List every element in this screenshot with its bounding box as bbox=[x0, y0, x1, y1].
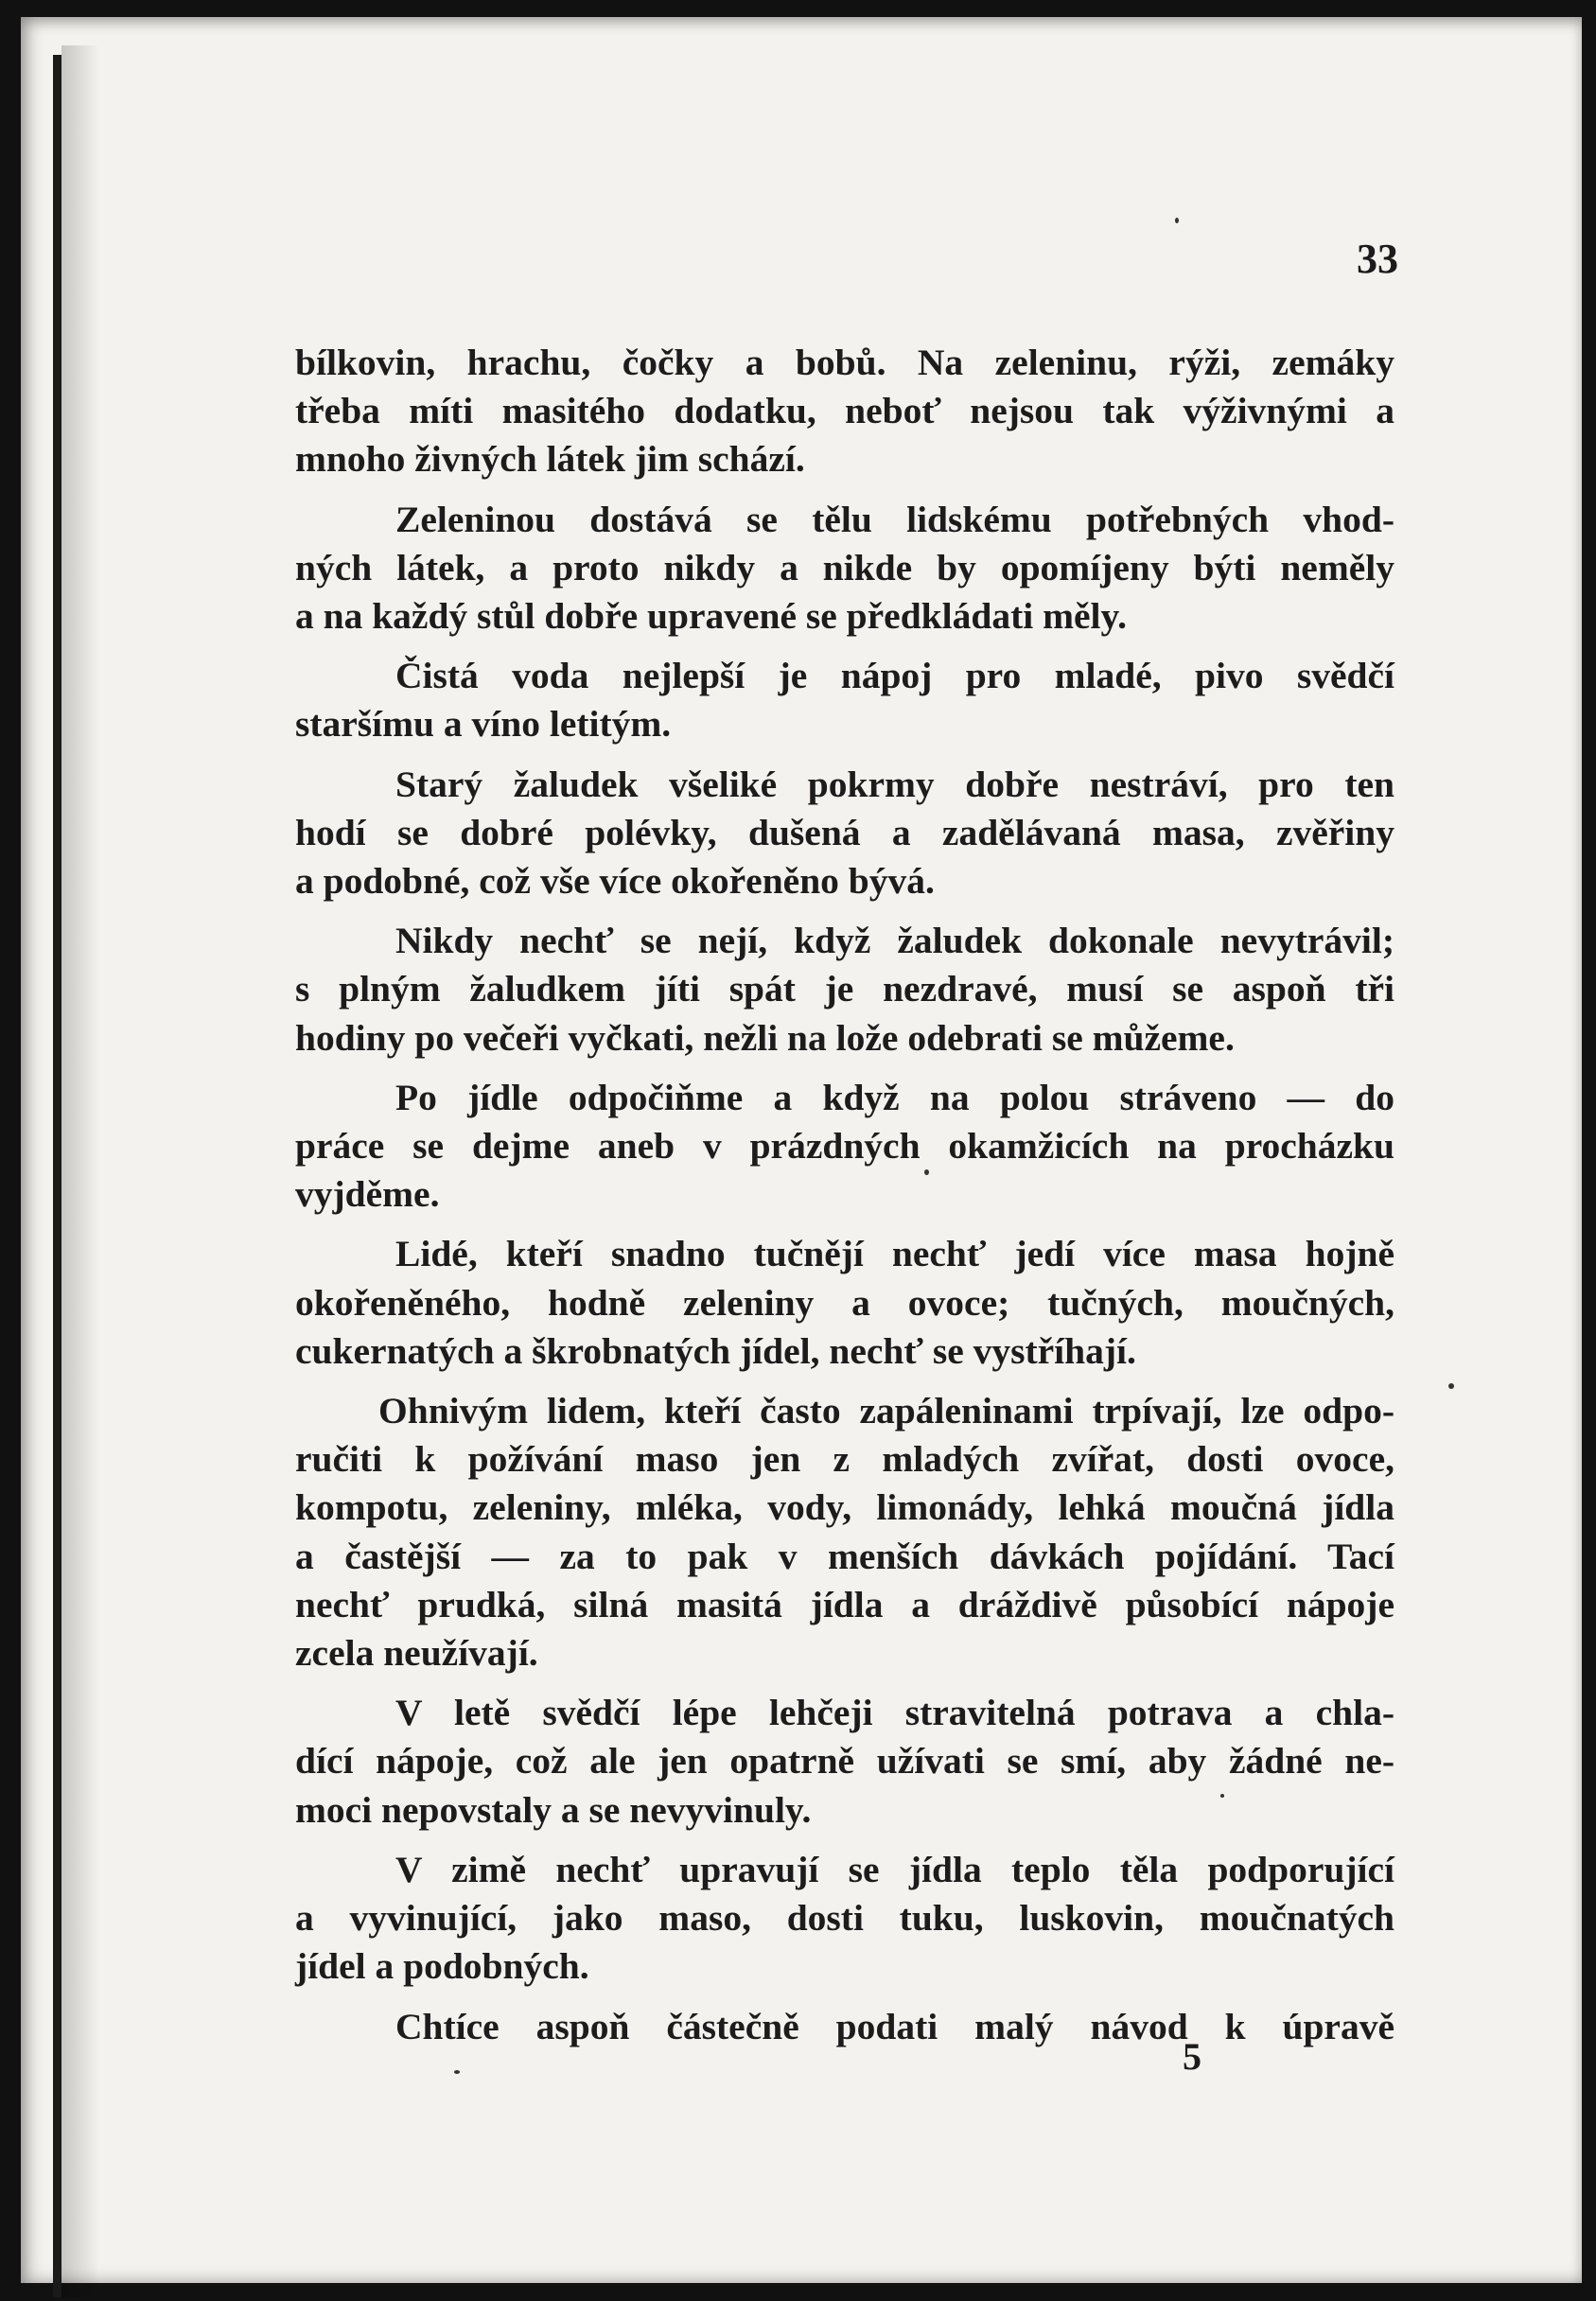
paper-speck bbox=[454, 2070, 460, 2074]
text-line: Chtíce aspoň částečně podati malý návod k úpravě bbox=[395, 2005, 1394, 2047]
text-line: Lidé, kteří snadno tučnějí nechť jedí více masa hojně bbox=[395, 1233, 1394, 1275]
text-line: a na každý stůl dobře upravené se předkládati měly. bbox=[295, 595, 1127, 638]
text-line: hodí se dobré polévky, dušená a zadělávaná masa, zvěřiny bbox=[295, 811, 1394, 853]
text-line: kompotu, zeleniny, mléka, vody, limonády, lehká moučná jídla bbox=[295, 1486, 1394, 1529]
text-line: jídel a podobných. bbox=[295, 1945, 589, 1988]
paragraph bbox=[295, 496, 1394, 641]
text-line: Ohnivým lidem, kteří často zapáleninami trpívají, lze odpo- bbox=[378, 1390, 1394, 1432]
signature-mark: 5 bbox=[1183, 2035, 1201, 2078]
text-line: hodiny po večeři vyčkati, nežli na lože odebrati se můžeme. bbox=[295, 1016, 1235, 1059]
text-line: s plným žaludkem jíti spát je nezdravé, musí se aspoň tři bbox=[295, 968, 1394, 1010]
text-line: a podobné, což vše více okořeněno bývá. bbox=[295, 860, 935, 903]
paragraph bbox=[295, 652, 1394, 748]
paragraph bbox=[295, 1387, 1394, 1677]
text-line: okořeněného, hodně zeleniny a ovoce; tučných, moučných, bbox=[295, 1281, 1394, 1324]
spine-shadow bbox=[61, 45, 99, 2297]
text-line: ných látek, a proto nikdy a nikde by opomíjeny býti neměly bbox=[295, 546, 1394, 588]
paper-speck bbox=[1448, 1383, 1454, 1389]
text-line: cukernatých a škrobnatých jídel, nechť se vystříhají. bbox=[295, 1329, 1136, 1372]
paragraph bbox=[295, 1230, 1394, 1376]
text-line: zcela neužívají. bbox=[295, 1632, 538, 1675]
paper-speck bbox=[1220, 1794, 1224, 1798]
text-line: a vyvinující, jako maso, dosti tuku, luskovin, moučnatých bbox=[295, 1897, 1394, 1940]
paragraph bbox=[295, 1074, 1394, 1220]
text-line: a častější — za to pak v menších dávkách pojídání. Tací bbox=[295, 1535, 1394, 1577]
text-line: Čistá voda nejlepší je nápoj pro mladé, pivo svědčí bbox=[395, 655, 1394, 697]
text-line: V zimě nechť upravují se jídla teplo těla podporující bbox=[395, 1848, 1394, 1890]
paragraph bbox=[295, 1689, 1394, 1835]
text-line: vyjděme. bbox=[295, 1173, 440, 1216]
text-line: nechť prudká, silná masitá jídla a dráždivě působící nápoje bbox=[295, 1583, 1394, 1625]
paragraph bbox=[295, 1846, 1394, 1992]
text-line: V letě svědčí lépe lehčeji stravitelná potrava a chla- bbox=[395, 1692, 1394, 1734]
text-line: práce se dejme aneb v prázdných okamžicích na procházku bbox=[295, 1125, 1394, 1168]
spine-edge bbox=[53, 55, 61, 2297]
text-line: bílkovin, hrachu, čočky a bobů. Na zeleninu, rýži, zemáky bbox=[295, 342, 1394, 383]
text-line: moci nepovstaly a se nevyvinuly. bbox=[295, 1788, 812, 1831]
paper-speck bbox=[924, 1169, 929, 1175]
text-line: staršímu a víno letitým. bbox=[295, 703, 672, 746]
body-text bbox=[295, 339, 1394, 2063]
text-line: Starý žaludek všeliké pokrmy dobře nestráví, pro ten bbox=[395, 763, 1394, 805]
paragraph bbox=[295, 339, 1394, 484]
text-line: Nikdy nechť se nejí, když žaludek dokonale nevytrávil; bbox=[395, 920, 1394, 962]
text-line: Po jídle odpočiňme a když na polou stráveno — do bbox=[395, 1076, 1394, 1118]
text-line: mnoho živných látek jim schází. bbox=[295, 438, 805, 481]
paragraph bbox=[295, 2003, 1394, 2051]
text-line: Zeleninou dostává se tělu lidskému potřebných vhod- bbox=[395, 498, 1394, 540]
paper-speck bbox=[1175, 218, 1179, 223]
text-line: ručiti k požívání maso jen z mladých zvířat, dosti ovoce, bbox=[295, 1438, 1394, 1481]
book-page bbox=[21, 17, 1582, 2283]
page-number: 33 bbox=[1357, 236, 1398, 282]
paragraph bbox=[295, 917, 1394, 1063]
text-line: třeba míti masitého dodatku, neboť nejsou tak výživnými a bbox=[295, 390, 1394, 432]
paragraph bbox=[295, 761, 1394, 906]
text-line: dící nápoje, což ale jen opatrně užívati se smí, aby žádné ne- bbox=[295, 1740, 1394, 1783]
